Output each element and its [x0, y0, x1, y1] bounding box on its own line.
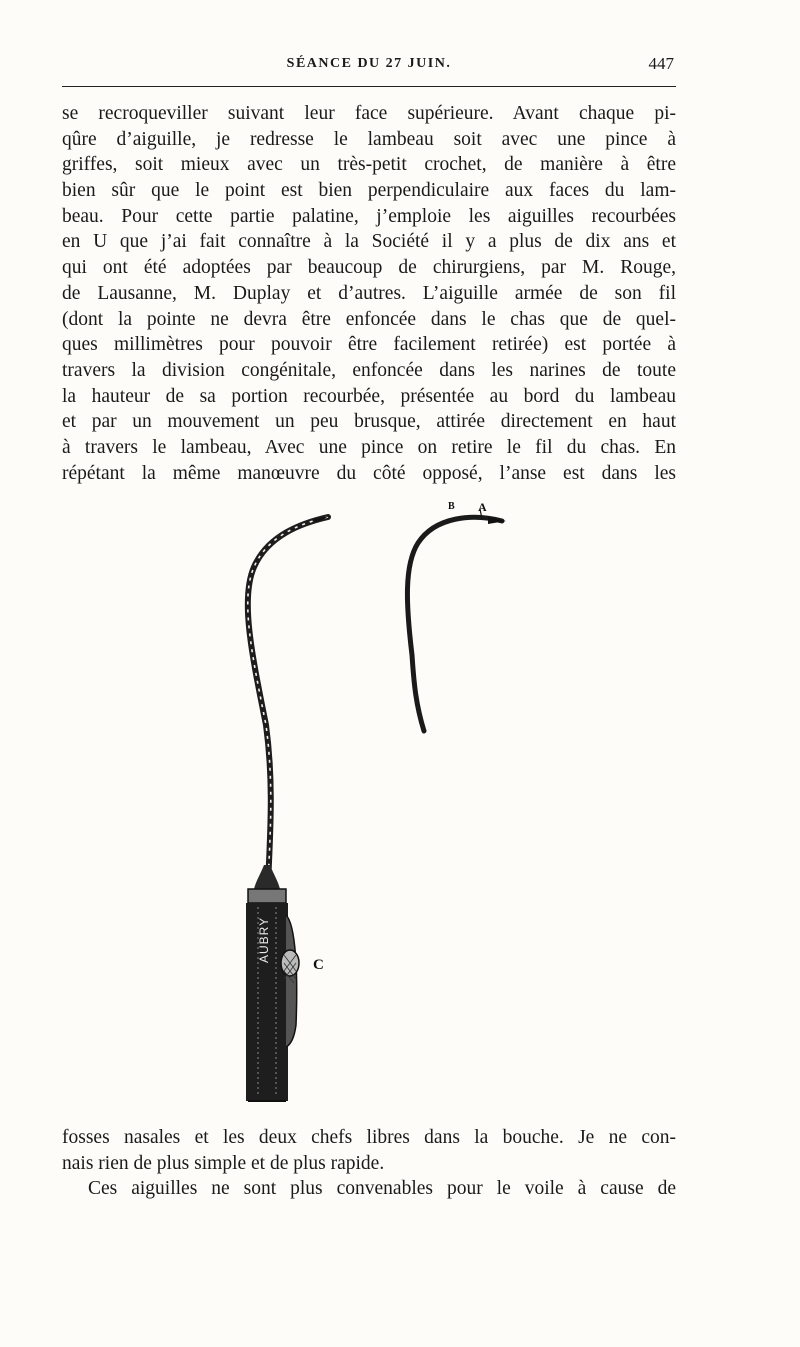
text-line: répétant la même manœuvre du côté opposé, l’anse est dans les — [62, 462, 676, 484]
running-head — [62, 52, 676, 78]
text-line: se recroqueviller suivant leur face supérieure. Avant chaque pi- — [62, 103, 676, 124]
text-line: nais rien de plus simple et de plus rapide. — [62, 1152, 385, 1174]
text-line: en U que j’ai fait connaître à la Société il y a plus de dix ans et — [62, 231, 676, 253]
text-line: et par un mouvement un peu brusque, attirée directement en haut — [62, 411, 676, 433]
text-line: fosses nasales et les deux chefs libres dans la bouche. Je ne con- — [62, 1127, 676, 1148]
curved-needle-with-handle — [246, 516, 330, 1101]
handle-brand-mark: AUBRY — [257, 916, 271, 963]
hooked-needle — [407, 509, 506, 731]
figure-label-a: A — [478, 500, 487, 514]
running-title: SÉANCE DU 27 JUIN. — [286, 56, 452, 71]
text-line: beau. Pour cette partie palatine, j’emploie les aiguilles recourbées — [62, 205, 676, 227]
text-line: bien sûr que le point est bien perpendiculaire aux faces du lam- — [62, 180, 676, 202]
text-line: Ces aiguilles ne sont plus convenables pour le voile à cause de — [88, 1178, 676, 1200]
figure-label-c: C — [313, 957, 324, 973]
needle-illustration — [210, 495, 550, 1115]
text-line: qui ont été adoptées par beaucoup de chirurgiens, par M. Rouge, — [62, 257, 676, 279]
paragraph-bottom — [62, 1125, 676, 1202]
text-line: ques millimètres pour pouvoir être facilement retirée) est portée à — [62, 334, 676, 356]
text-line: qûre d’aiguille, je redresse le lambeau soit avec une pince à — [62, 128, 676, 150]
figure-label-b: B — [448, 501, 455, 512]
text-line: travers la division congénitale, enfoncée dans les narines de toute — [62, 359, 676, 381]
text-line: à travers le lambeau, Avec une pince on retire le fil du chas. En — [62, 436, 676, 458]
text-line: la hauteur de sa portion recourbée, présentée au bord du lambeau — [62, 385, 676, 407]
page-number: 447 — [648, 54, 674, 73]
needle-figure — [210, 495, 550, 1115]
paragraph-top — [62, 101, 676, 486]
text-line: de Lausanne, M. Duplay et d’autres. L’aiguille armée de son fil — [62, 282, 676, 304]
header-rule — [62, 86, 676, 87]
text-line: (dont la pointe ne devra être enfoncée dans le chas que de quel- — [62, 308, 676, 330]
text-line: griffes, soit mieux avec un très-petit crochet, de manière à être — [62, 154, 676, 176]
